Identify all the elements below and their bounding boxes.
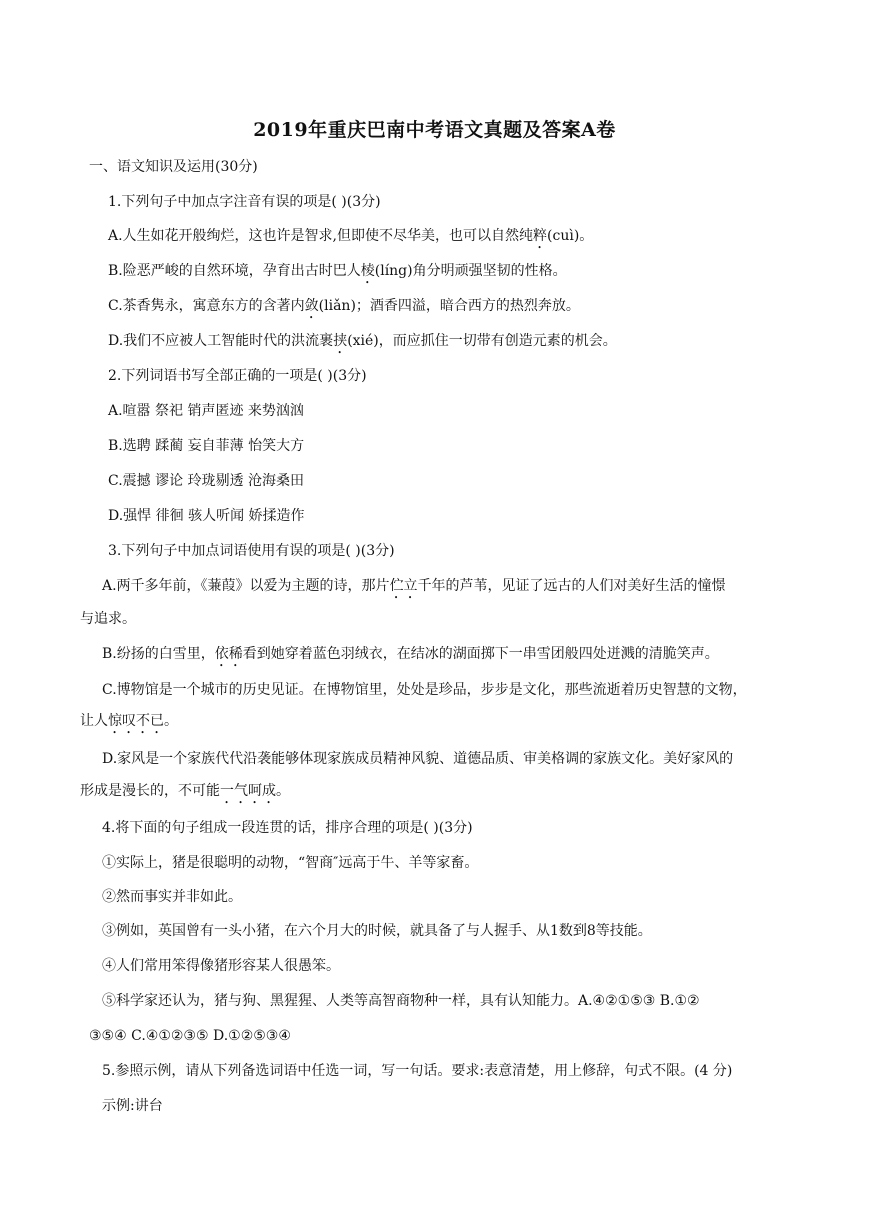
question-3-option-a-cont: 与追求。 bbox=[80, 611, 136, 627]
emphasized-char: 粹 bbox=[533, 228, 548, 244]
emphasized-word: 一气呵成 bbox=[220, 783, 276, 799]
question-2-option-d: D.强悍 徘徊 骇人听闻 娇揉造作 bbox=[108, 508, 305, 524]
question-5-example: 示例:讲台 bbox=[102, 1098, 163, 1114]
question-3-option-a: A.两千多年前，《蒹葭》以爱为主题的诗，那片伫立千年的芦苇，见证了远古的人们对美好生活的憧憬 bbox=[102, 578, 726, 594]
question-4-sentence-2: ②然而事实并非如此。 bbox=[102, 889, 242, 905]
question-1-option-d: D.我们不应被人工智能时代的洪流裹挟(xié)，而应抓住一切带有创造元素的机会。 bbox=[108, 333, 617, 349]
question-1-option-c: C.茶香隽永，寓意东方的含著内敛(liǎn)；酒香四溢，暗合西方的热烈奔放。 bbox=[108, 298, 580, 314]
question-3-option-d: D.家风是一个家族代代沿袭能够体现家族成员精神风貌、道德品质、审美格调的家族文化。美好家风的 bbox=[102, 751, 734, 767]
question-1-option-b: B.险恶严峻的自然环境，孕育出古时巴人棱(líng)角分明顽强坚韧的性格。 bbox=[108, 263, 567, 279]
section-heading: 一、语文知识及运用(30分) bbox=[89, 159, 258, 175]
question-4-sentence-1: ①实际上，猪是很聪明的动物，“智商″远高于牛、羊等家畜。 bbox=[102, 855, 479, 871]
page-title: 2019年重庆巴南中考语文真题及答案A卷 bbox=[253, 119, 616, 141]
question-3-option-c-cont: 让人惊叹不已。 bbox=[80, 713, 178, 729]
question-2-stem: 2.下列词语书写全部正确的一项是( )(3分) bbox=[108, 368, 367, 384]
question-3-option-c: C.博物馆是一个城市的历史见证。在博物馆里，处处是珍品，步步是文化，那些流逝着历史智慧的文物， bbox=[102, 682, 747, 698]
emphasized-word: 依稀 bbox=[214, 646, 243, 662]
emphasized-word: 惊叹不已 bbox=[108, 713, 164, 729]
question-2-option-b: B.选聘 蹂蔺 妄自菲薄 怡笑大方 bbox=[108, 438, 305, 454]
question-1-option-a: A.人生如花开般绚烂，这也许是智求,但即使不尽华美，也可以自然纯粹(cuì)。 bbox=[108, 228, 594, 244]
emphasized-word: 伫立 bbox=[389, 578, 418, 594]
question-4-options: ③⑤④ C.④①②③⑤ D.①②⑤③④ bbox=[89, 1028, 291, 1044]
question-3-option-d-cont: 形成是漫长的，不可能一气呵成。 bbox=[80, 783, 290, 799]
question-4-sentence-3: ③例如，英国曾有一头小猪，在六个月大的时候，就具备了与人握手、从1数到8等技能。 bbox=[102, 923, 652, 939]
question-2-option-a: A.喧嚣 祭祀 销声匿迹 来势汹汹 bbox=[108, 403, 304, 419]
emphasized-char: 敛 bbox=[304, 298, 319, 314]
question-3-stem: 3.下列句子中加点词语使用有误的项是( )(3分) bbox=[108, 543, 395, 559]
emphasized-char: 棱 bbox=[360, 263, 375, 279]
question-4-sentence-4: ④人们常用笨得像猪形容某人很愚笨。 bbox=[102, 958, 340, 974]
question-2-option-c: C.震撼 谬论 玲珑剔透 沧海桑田 bbox=[108, 473, 305, 489]
question-4-stem: 4.将下面的句子组成一段连贯的话，排序合理的项是( )(3分) bbox=[102, 820, 473, 836]
question-5-stem: 5.参照示例，请从下列备选词语中任选一词，写一句话。要求:表意清楚，用上修辞，句式不限。(4 分) bbox=[102, 1063, 733, 1079]
question-4-sentence-5: ⑤科学家还认为，猪与狗、黑猩猩、人类等高智商物种一样，具有认知能力。A.④②①⑤③ B.①② bbox=[102, 993, 700, 1009]
question-1-stem: 1.下列句子中加点字注音有误的项是( )(3分) bbox=[108, 194, 381, 210]
question-3-option-b: B.纷扬的白雪里，依稀看到她穿着蓝色羽绒衣，在结冰的湖面掷下一串雪团般四处迸溅的清脆笑声。 bbox=[102, 646, 719, 662]
emphasized-char: 挟 bbox=[333, 333, 348, 349]
